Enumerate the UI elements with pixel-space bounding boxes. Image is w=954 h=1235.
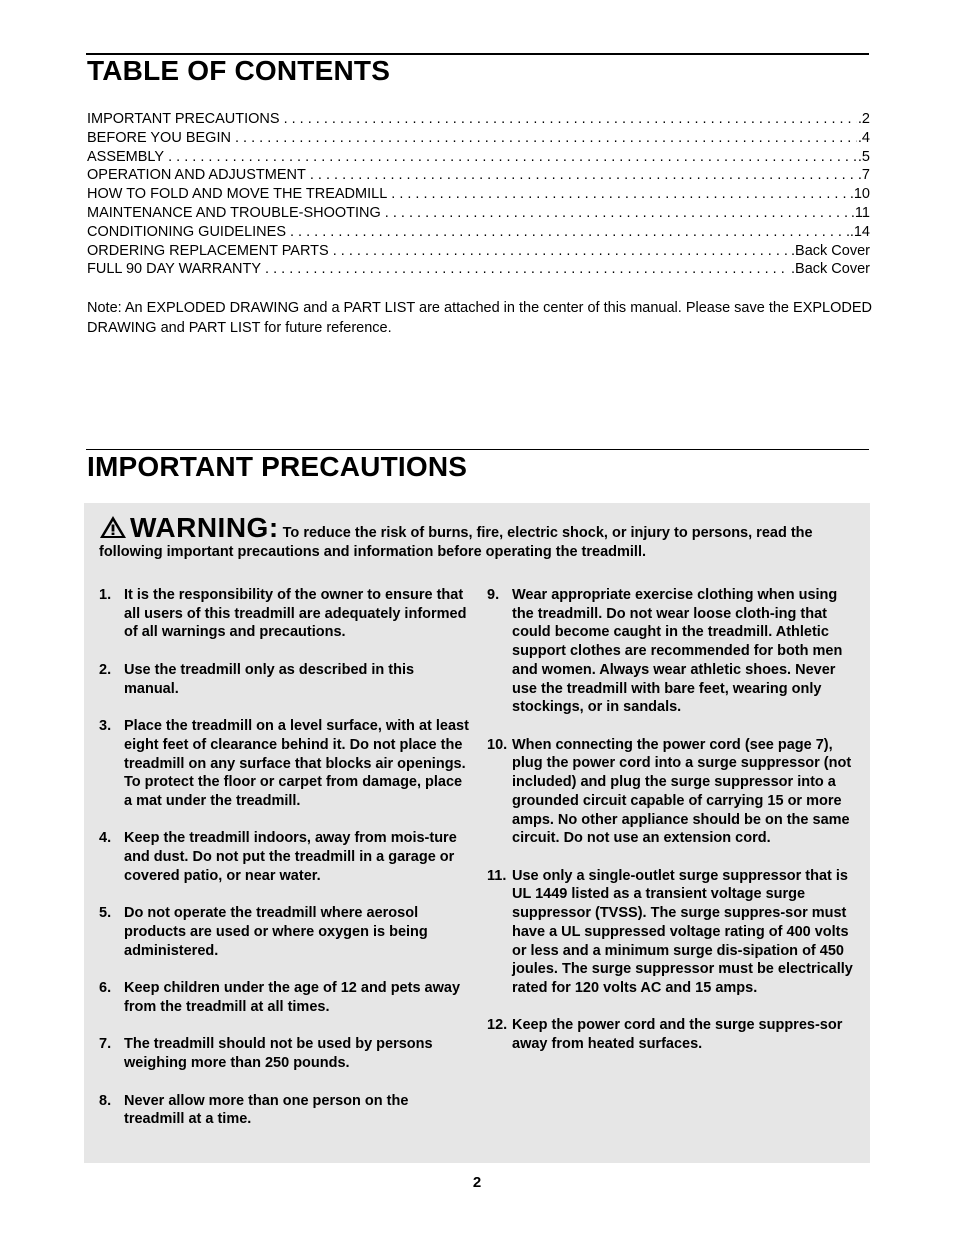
warning-triangle-icon [99, 515, 127, 539]
toc-heading: TABLE OF CONTENTS [87, 55, 391, 86]
list-item: 8. Never allow more than one person on the treadmill at a time. [99, 1092, 409, 1128]
warning-block [99, 512, 859, 562]
toc-note: Note: An EXPLODED DRAWING and a PART LIST are attached in the center of this manual. Please save the EXPLODED DRAWING and PART LIST for future reference. [87, 300, 872, 336]
toc-entry[interactable]: ORDERING REPLACEMENT PARTS . . . .Back Cover [87, 242, 870, 261]
list-item: 5. Do not operate the treadmill where aerosol products are used or where oxygen is being administered. [99, 905, 428, 959]
list-item: 1. It is the responsibility of the owner to ensure that all users of this treadmill are adequately informed of all warnings and precautions. [99, 587, 467, 641]
toc-entry[interactable]: OPERATION AND ADJUSTMENT . . . .7 [87, 166, 870, 185]
toc-entry[interactable]: CONDITIONING GUIDELINES . . . .14 [87, 223, 870, 242]
warning-label: WARNING: [130, 512, 279, 543]
precautions-left-column [99, 586, 469, 1148]
warning-text: To reduce the risk of burns, fire, electric shock, or injury to persons, read the following important precautions and information before operating the treadmill. [99, 525, 813, 560]
toc-entry[interactable]: HOW TO FOLD AND MOVE THE TREADMILL . . . .10 [87, 185, 870, 204]
list-item: 3. Place the treadmill on a level surface, with at least eight feet of clearance behind it. Do not place the treadmill on any surface that blocks air openings. To protect the floor or carpet from damage, place a mat under the treadmill. [99, 718, 469, 809]
section-rule [86, 449, 869, 450]
precautions-panel [84, 503, 870, 1163]
toc-entry[interactable]: IMPORTANT PRECAUTIONS . . . .2 [87, 110, 870, 129]
list-item: 12. Keep the power cord and the surge suppres-sor away from heated surfaces. [487, 1017, 843, 1053]
toc-entry[interactable]: BEFORE YOU BEGIN . . . .4 [87, 129, 870, 148]
list-item: 7. The treadmill should not be used by persons weighing more than 250 pounds. [99, 1036, 433, 1072]
page-number: 2 [472, 1174, 482, 1191]
list-item: 11. Use only a single-outlet surge suppressor that is UL 1449 listed as a transient voltage surge suppressor (TVSS). The surge suppres-sor must have a UL suppressed voltage rating of 400 volts or less and a minimum surge dis-sipation of 450 joules. The surge suppressor must be electrically rated for 120 volts AC and 15 amps. [487, 867, 853, 996]
precautions-right-column [487, 586, 859, 1073]
list-item: 4. Keep the treadmill indoors, away from mois-ture and dust. Do not put the treadmill in a garage or covered patio, or near water. [99, 830, 457, 884]
toc-entry[interactable]: ASSEMBLY . . . .5 [87, 148, 870, 167]
list-item: 2. Use the treadmill only as described in this manual. [99, 661, 415, 697]
toc-entry[interactable]: MAINTENANCE AND TROUBLE-SHOOTING . . . .11 [87, 204, 870, 223]
list-item: 9. Wear appropriate exercise clothing when using the treadmill. Do not wear loose cloth-ing that could become caught in the treadmill. Athletic support clothes are recommended for both men and women. Always wear athletic shoes. Never use the treadmill with bare feet, wearing only stockings, or in sandals. [487, 587, 843, 716]
precautions-heading: IMPORTANT PRECAUTIONS [87, 451, 468, 482]
toc-entry[interactable]: FULL 90 DAY WARRANTY . . . .Back Cover [87, 260, 870, 279]
list-item: 10. When connecting the power cord (see page 7), plug the power cord into a surge suppressor (not included) and plug the surge suppressor into a grounded circuit capable of carrying 15 or more amps. No other appliance should be on the same circuit. Do not use an extension cord. [487, 736, 852, 847]
toc-list [87, 110, 870, 279]
list-item: 6. Keep children under the age of 12 and pets away from the treadmill at all times. [99, 980, 461, 1015]
